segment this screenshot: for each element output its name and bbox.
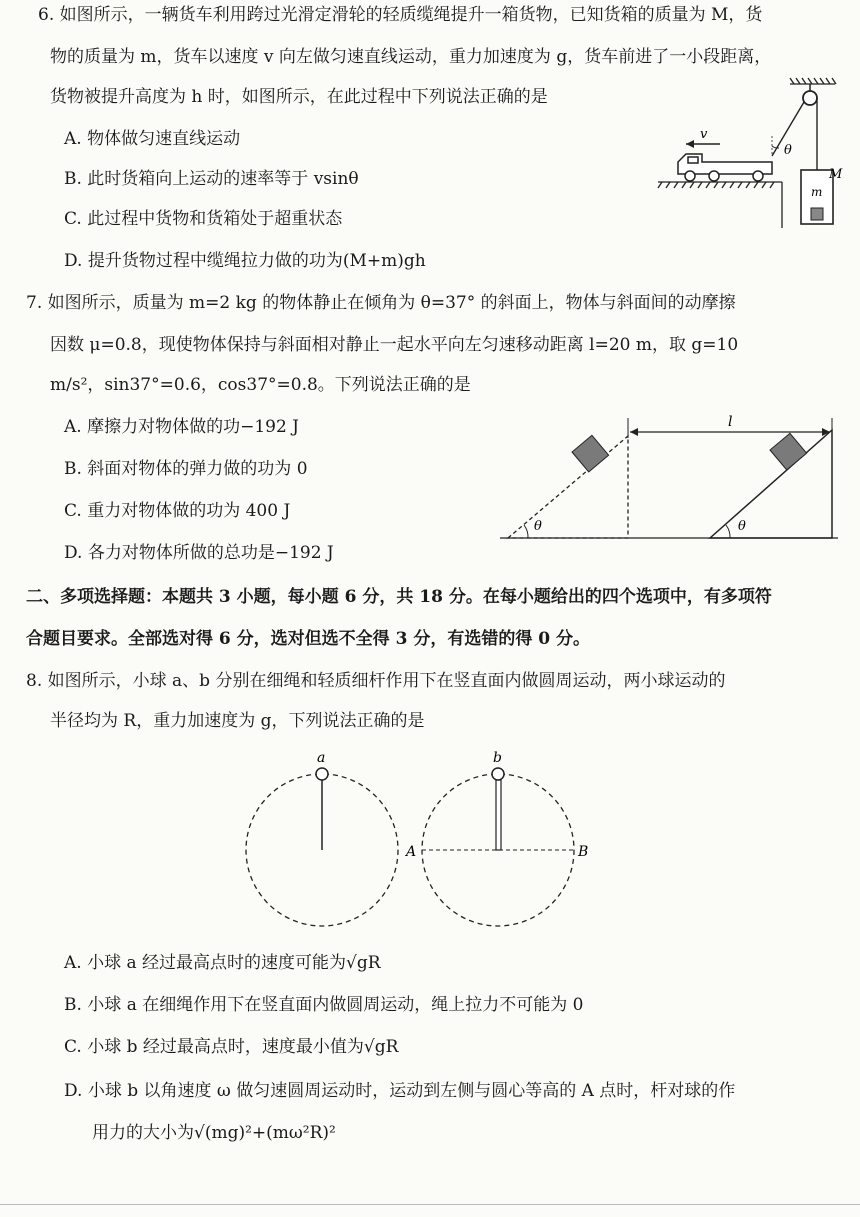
- ceiling-hatch: [790, 78, 836, 84]
- q6-m-label: m: [811, 185, 823, 199]
- section2-header-line-2: 合题目要求。全部选对得 6 分，选对但选不全得 3 分，有选错的得 0 分。: [26, 629, 590, 649]
- q6-option-a: A. 物体做匀速直线运动: [64, 129, 241, 149]
- initial-block: [572, 435, 609, 472]
- section2-header-line-1: 二、多项选择题：本题共 3 小题，每小题 6 分，共 18 分。在每小题给出的四个选项中，有多项符: [26, 587, 772, 607]
- q7-l-label: l: [728, 414, 733, 430]
- final-incline: [710, 430, 832, 538]
- page-footer-strip: [0, 1204, 860, 1217]
- final-block: [770, 433, 807, 470]
- q6-v-label: v: [700, 127, 708, 142]
- q7-incline-figure: [500, 410, 840, 550]
- q8-stem-line-1: 8. 如图所示，小球 a、b 分别在细绳和轻质细杆作用下在竖直面内做圆周运动，两小球运动的: [26, 671, 726, 691]
- q6-truck-pulley-figure: [650, 78, 850, 238]
- q7-option-d: D. 各力对物体所做的总功是−192 J: [64, 543, 334, 563]
- q6-stem-line-2: 物的质量为 m，货车以速度 v 向左做匀速直线运动，重力加速度为 g，货车前进了一小段距离，: [50, 47, 772, 67]
- distance-arrowhead-left: [630, 428, 638, 436]
- q7-theta-label-2: θ: [738, 519, 746, 534]
- q8-option-b: B. 小球 a 在细绳作用下在竖直面内做圆周运动，绳上拉力不可能为 0: [64, 995, 584, 1015]
- q7-option-a: A. 摩擦力对物体做的功−192 J: [64, 417, 299, 437]
- q7-stem-line-2: 因数 μ=0.8，现使物体保持与斜面相对静止一起水平向左匀速移动距离 l=20 m，取 g=10: [50, 335, 739, 355]
- cargo-m: [811, 208, 823, 220]
- q8-option-d-line-2: 用力的大小为√(mg)²+(mω²R)²: [92, 1123, 336, 1143]
- ground-hatch: [658, 182, 782, 228]
- rod-b: [496, 780, 501, 850]
- q6-stem-line-1: 6. 如图所示，一辆货车利用跨过光滑定滑轮的轻质缆绳提升一箱货物，已知货箱的质量为 M，货: [38, 5, 763, 25]
- q8-option-a: A. 小球 a 经过最高点时的速度可能为√gR: [64, 953, 381, 973]
- ball-a: [316, 768, 328, 780]
- q7-option-b: B. 斜面对物体的弹力做的功为 0: [64, 459, 308, 479]
- q7-stem-line-3: m/s²，sin37°=0.6，cos37°=0.8。下列说法正确的是: [50, 375, 471, 395]
- q6-option-b: B. 此时货箱向上运动的速率等于 vsinθ: [64, 169, 359, 189]
- q8-circles-figure: [240, 746, 600, 936]
- initial-incline: [508, 436, 628, 538]
- q8-a-label: a: [317, 750, 326, 766]
- q8-option-d-line-1: D. 小球 b 以角速度 ω 做匀速圆周运动时，运动到左侧与圆心等高的 A 点时，杆对球的作: [64, 1081, 736, 1101]
- q8-B-label: B: [578, 844, 589, 860]
- q7-theta-label-1: θ: [534, 519, 542, 534]
- q6-M-label: M: [829, 167, 843, 182]
- velocity-arrowhead: [686, 140, 694, 148]
- q7-option-c: C. 重力对物体做的功为 400 J: [64, 501, 291, 521]
- truck: [678, 154, 772, 181]
- q6-stem-line-3: 货物被提升高度为 h 时，如图所示，在此过程中下列说法正确的是: [50, 87, 548, 107]
- q8-A-label: A: [406, 844, 417, 860]
- q6-option-c: C. 此过程中货物和货箱处于超重状态: [64, 209, 343, 229]
- final-theta-arc: [726, 525, 730, 538]
- initial-theta-arc: [524, 525, 528, 538]
- q8-option-c: C. 小球 b 经过最高点时，速度最小值为√gR: [64, 1037, 399, 1057]
- ball-b: [492, 768, 504, 780]
- q6-option-d: D. 提升货物过程中缆绳拉力做的功为(M+m)gh: [64, 251, 426, 271]
- pulley: [803, 91, 817, 105]
- q6-theta-label: θ: [784, 143, 792, 158]
- q8-stem-line-2: 半径均为 R，重力加速度为 g，下列说法正确的是: [50, 711, 425, 731]
- q8-b-label: b: [493, 750, 502, 766]
- q7-stem-line-1: 7. 如图所示，质量为 m=2 kg 的物体静止在倾角为 θ=37° 的斜面上，物体与斜面间的动摩擦: [26, 293, 736, 313]
